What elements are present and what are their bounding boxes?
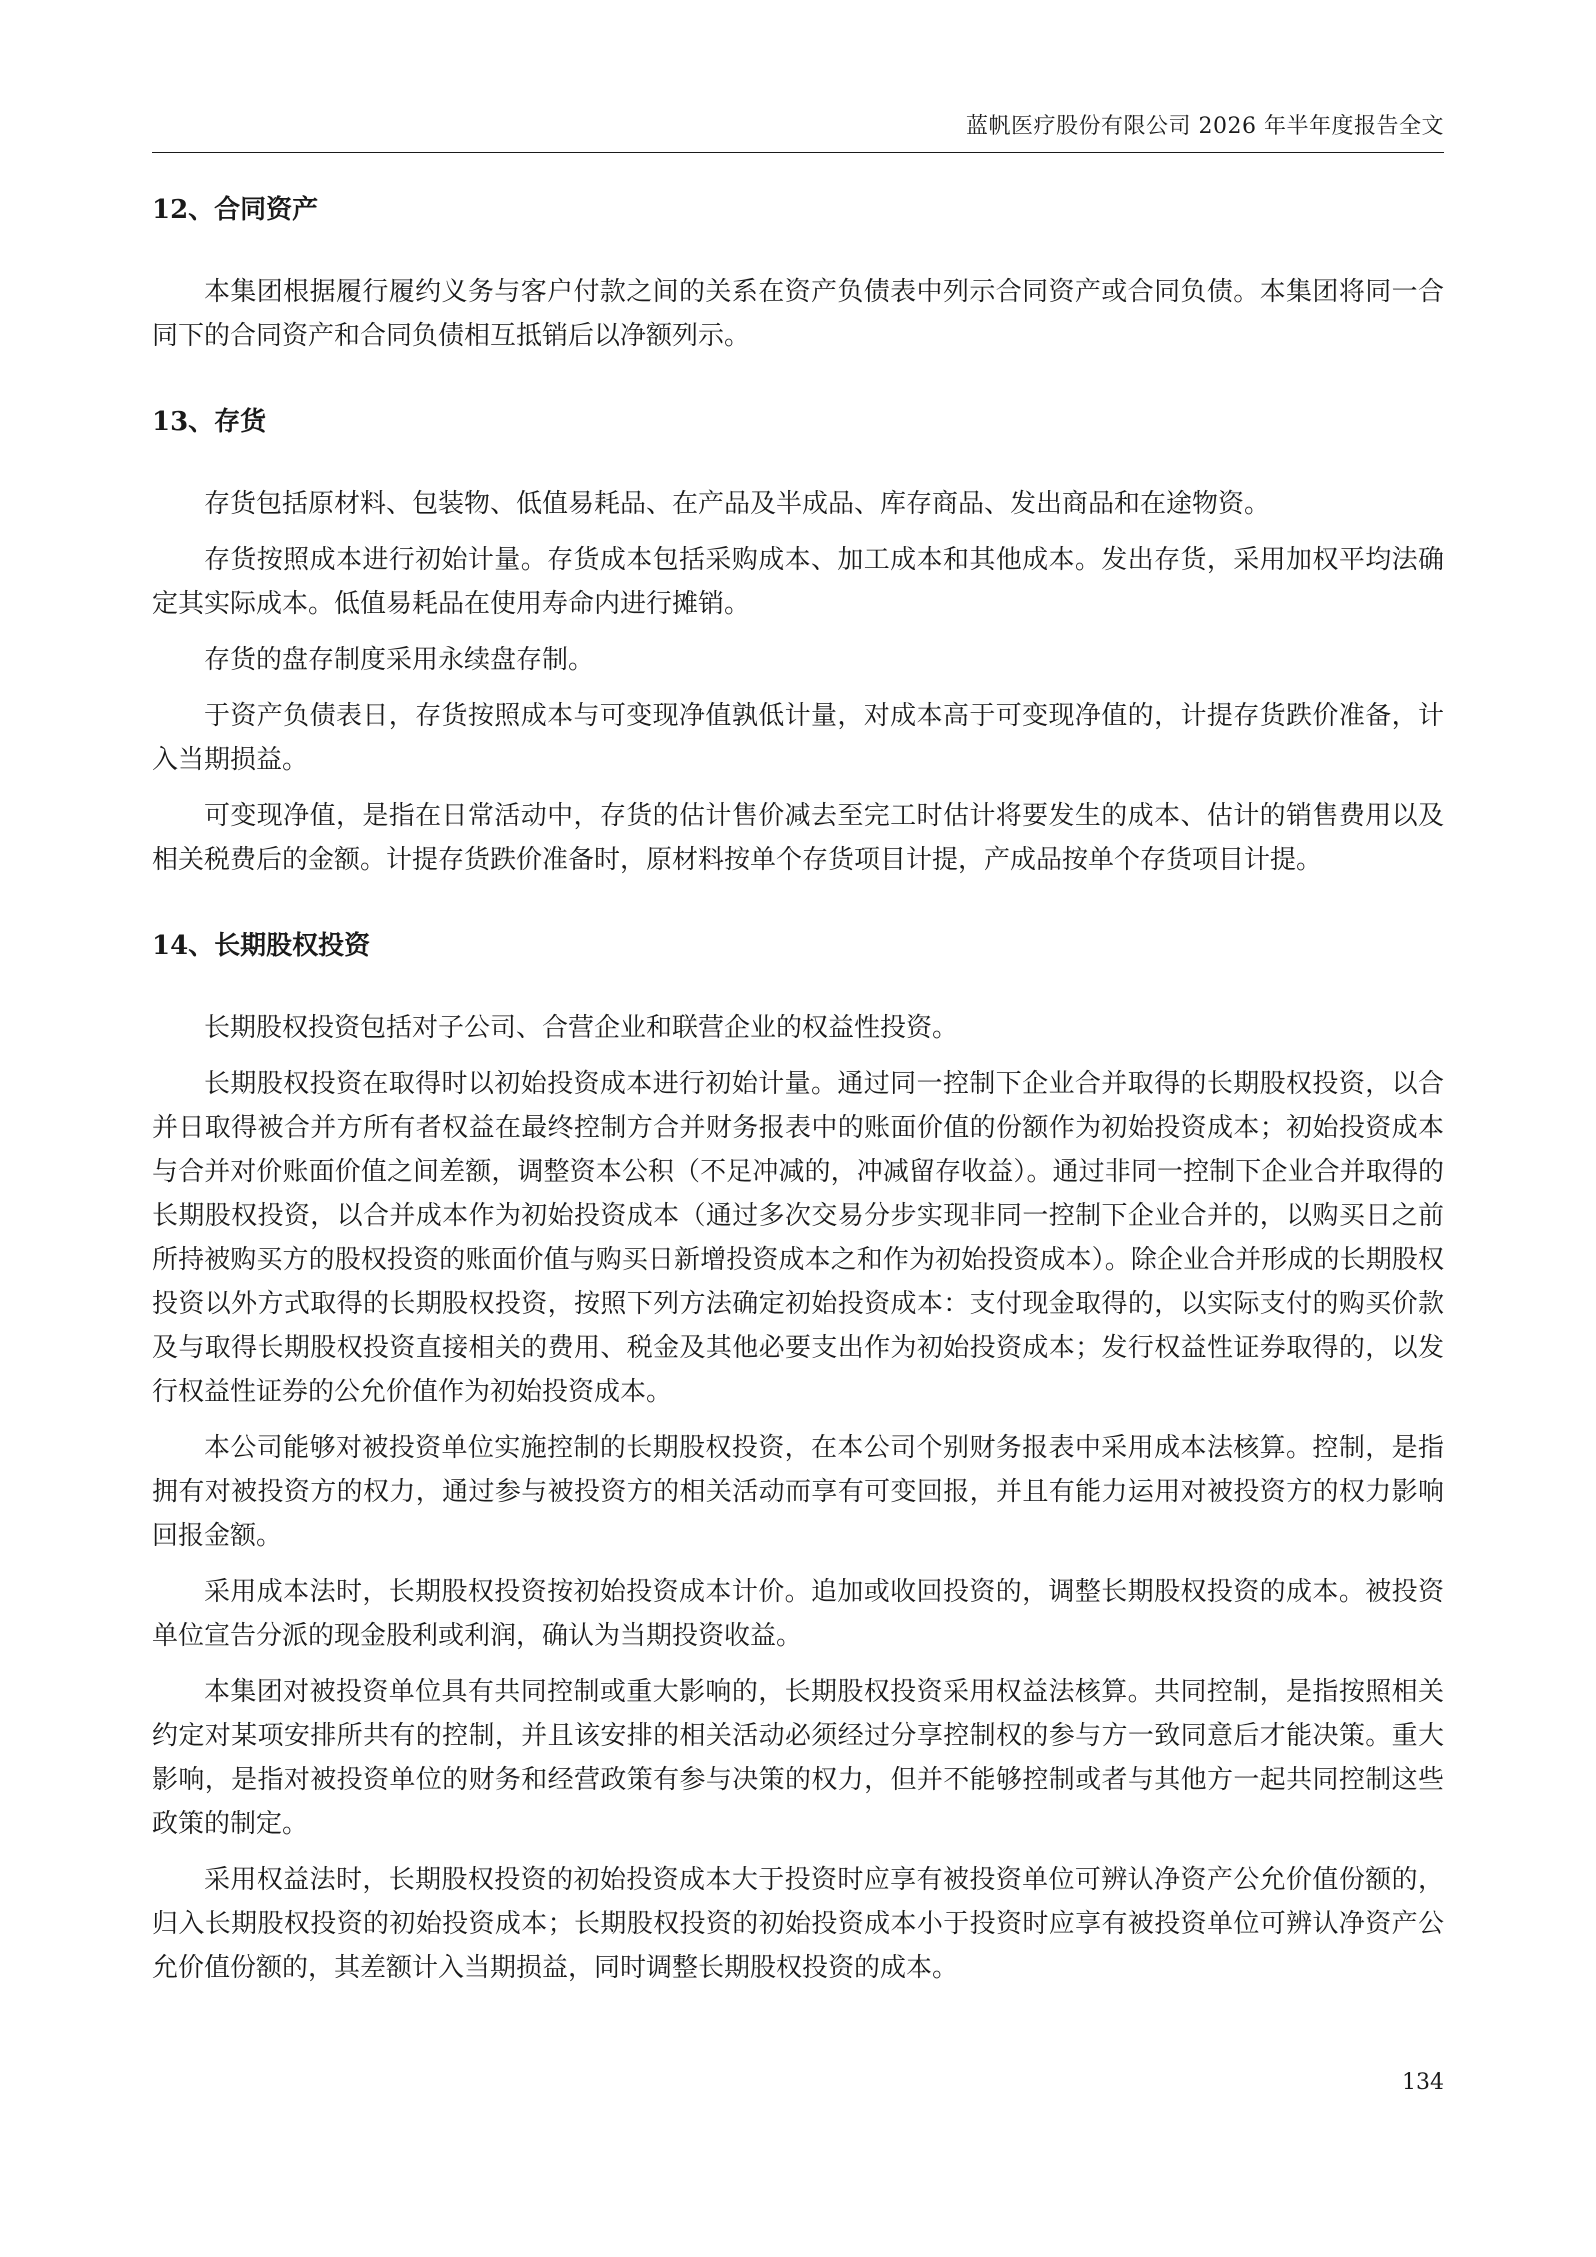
paragraph: 存货按照成本进行初始计量。存货成本包括采购成本、加工成本和其他成本。发出存货，采用加权平均法确定其实际成本。低值易耗品在使用寿命内进行摊销。 <box>152 545 1444 619</box>
section-heading: 12、合同资产 <box>152 195 319 225</box>
paragraph: 本集团对被投资单位具有共同控制或重大影响的，长期股权投资采用权益法核算。共同控制，是指按照相关约定对某项安排所共有的控制，并且该安排的相关活动必须经过分享控制权的参与方一致同意后才能决策。重大影响，是指对被投资单位的财务和经营政策有参与决策的权力，但并不能够控制或者与其他方一起共同控制这些政策的制定。 <box>152 1677 1444 1839</box>
section-inventory <box>152 402 1444 882</box>
paragraph: 本公司能够对被投资单位实施控制的长期股权投资，在本公司个别财务报表中采用成本法核算。控制，是指拥有对被投资方的权力，通过参与被投资方的相关活动而享有可变回报，并且有能力运用对被投资方的权力影响回报金额。 <box>152 1433 1444 1551</box>
paragraph: 采用成本法时，长期股权投资按初始投资成本计价。追加或收回投资的，调整长期股权投资的成本。被投资单位宣告分派的现金股利或利润，确认为当期投资收益。 <box>152 1577 1444 1651</box>
header-rule <box>152 152 1444 153</box>
section-contract-assets <box>152 190 1444 358</box>
section-heading: 14、长期股权投资 <box>152 931 371 961</box>
running-header: 蓝帆医疗股份有限公司 2026 年半年度报告全文 <box>966 114 1444 139</box>
paragraph: 本集团根据履行履约义务与客户付款之间的关系在资产负债表中列示合同资产或合同负债。本集团将同一合同下的合同资产和合同负债相互抵销后以净额列示。 <box>152 277 1444 351</box>
paragraph: 采用权益法时，长期股权投资的初始投资成本大于投资时应享有被投资单位可辨认净资产公允价值份额的，归入长期股权投资的初始投资成本；长期股权投资的初始投资成本小于投资时应享有被投资单位可辨认净资产公允价值份额的，其差额计入当期损益，同时调整长期股权投资的成本。 <box>152 1865 1444 1983</box>
paragraph: 存货包括原材料、包装物、低值易耗品、在产品及半成品、库存商品、发出商品和在途物资。 <box>204 489 1271 519</box>
section-heading: 13、存货 <box>152 407 267 437</box>
paragraph: 可变现净值，是指在日常活动中，存货的估计售价减去至完工时估计将要发生的成本、估计的销售费用以及相关税费后的金额。计提存货跌价准备时，原材料按单个存货项目计提，产成品按单个存货项目计提。 <box>152 801 1444 875</box>
page-content <box>152 190 1444 2002</box>
paragraph: 于资产负债表日，存货按照成本与可变现净值孰低计量，对成本高于可变现净值的，计提存货跌价准备，计入当期损益。 <box>152 701 1444 775</box>
paragraph: 长期股权投资包括对子公司、合营企业和联营企业的权益性投资。 <box>204 1013 959 1043</box>
section-long-term-equity-investment <box>152 926 1444 1990</box>
paragraph: 存货的盘存制度采用永续盘存制。 <box>204 645 595 675</box>
paragraph: 长期股权投资在取得时以初始投资成本进行初始计量。通过同一控制下企业合并取得的长期股权投资，以合并日取得被合并方所有者权益在最终控制方合并财务报表中的账面价值的份额作为初始投资成本；初始投资成本与合并对价账面价值之间差额，调整资本公积（不足冲减的，冲减留存收益）。通过非同一控制下企业合并取得的长期股权投资，以合并成本作为初始投资成本（通过多次交易分步实现非同一控制下企业合并的，以购买日之前所持被购买方的股权投资的账面价值与购买日新增投资成本之和作为初始投资成本）。除企业合并形成的长期股权投资以外方式取得的长期股权投资，按照下列方法确定初始投资成本：支付现金取得的，以实际支付的购买价款及与取得长期股权投资直接相关的费用、税金及其他必要支出作为初始投资成本；发行权益性证券取得的，以发行权益性证券的公允价值作为初始投资成本。 <box>152 1069 1444 1407</box>
page-number: 134 <box>1402 2070 1444 2095</box>
